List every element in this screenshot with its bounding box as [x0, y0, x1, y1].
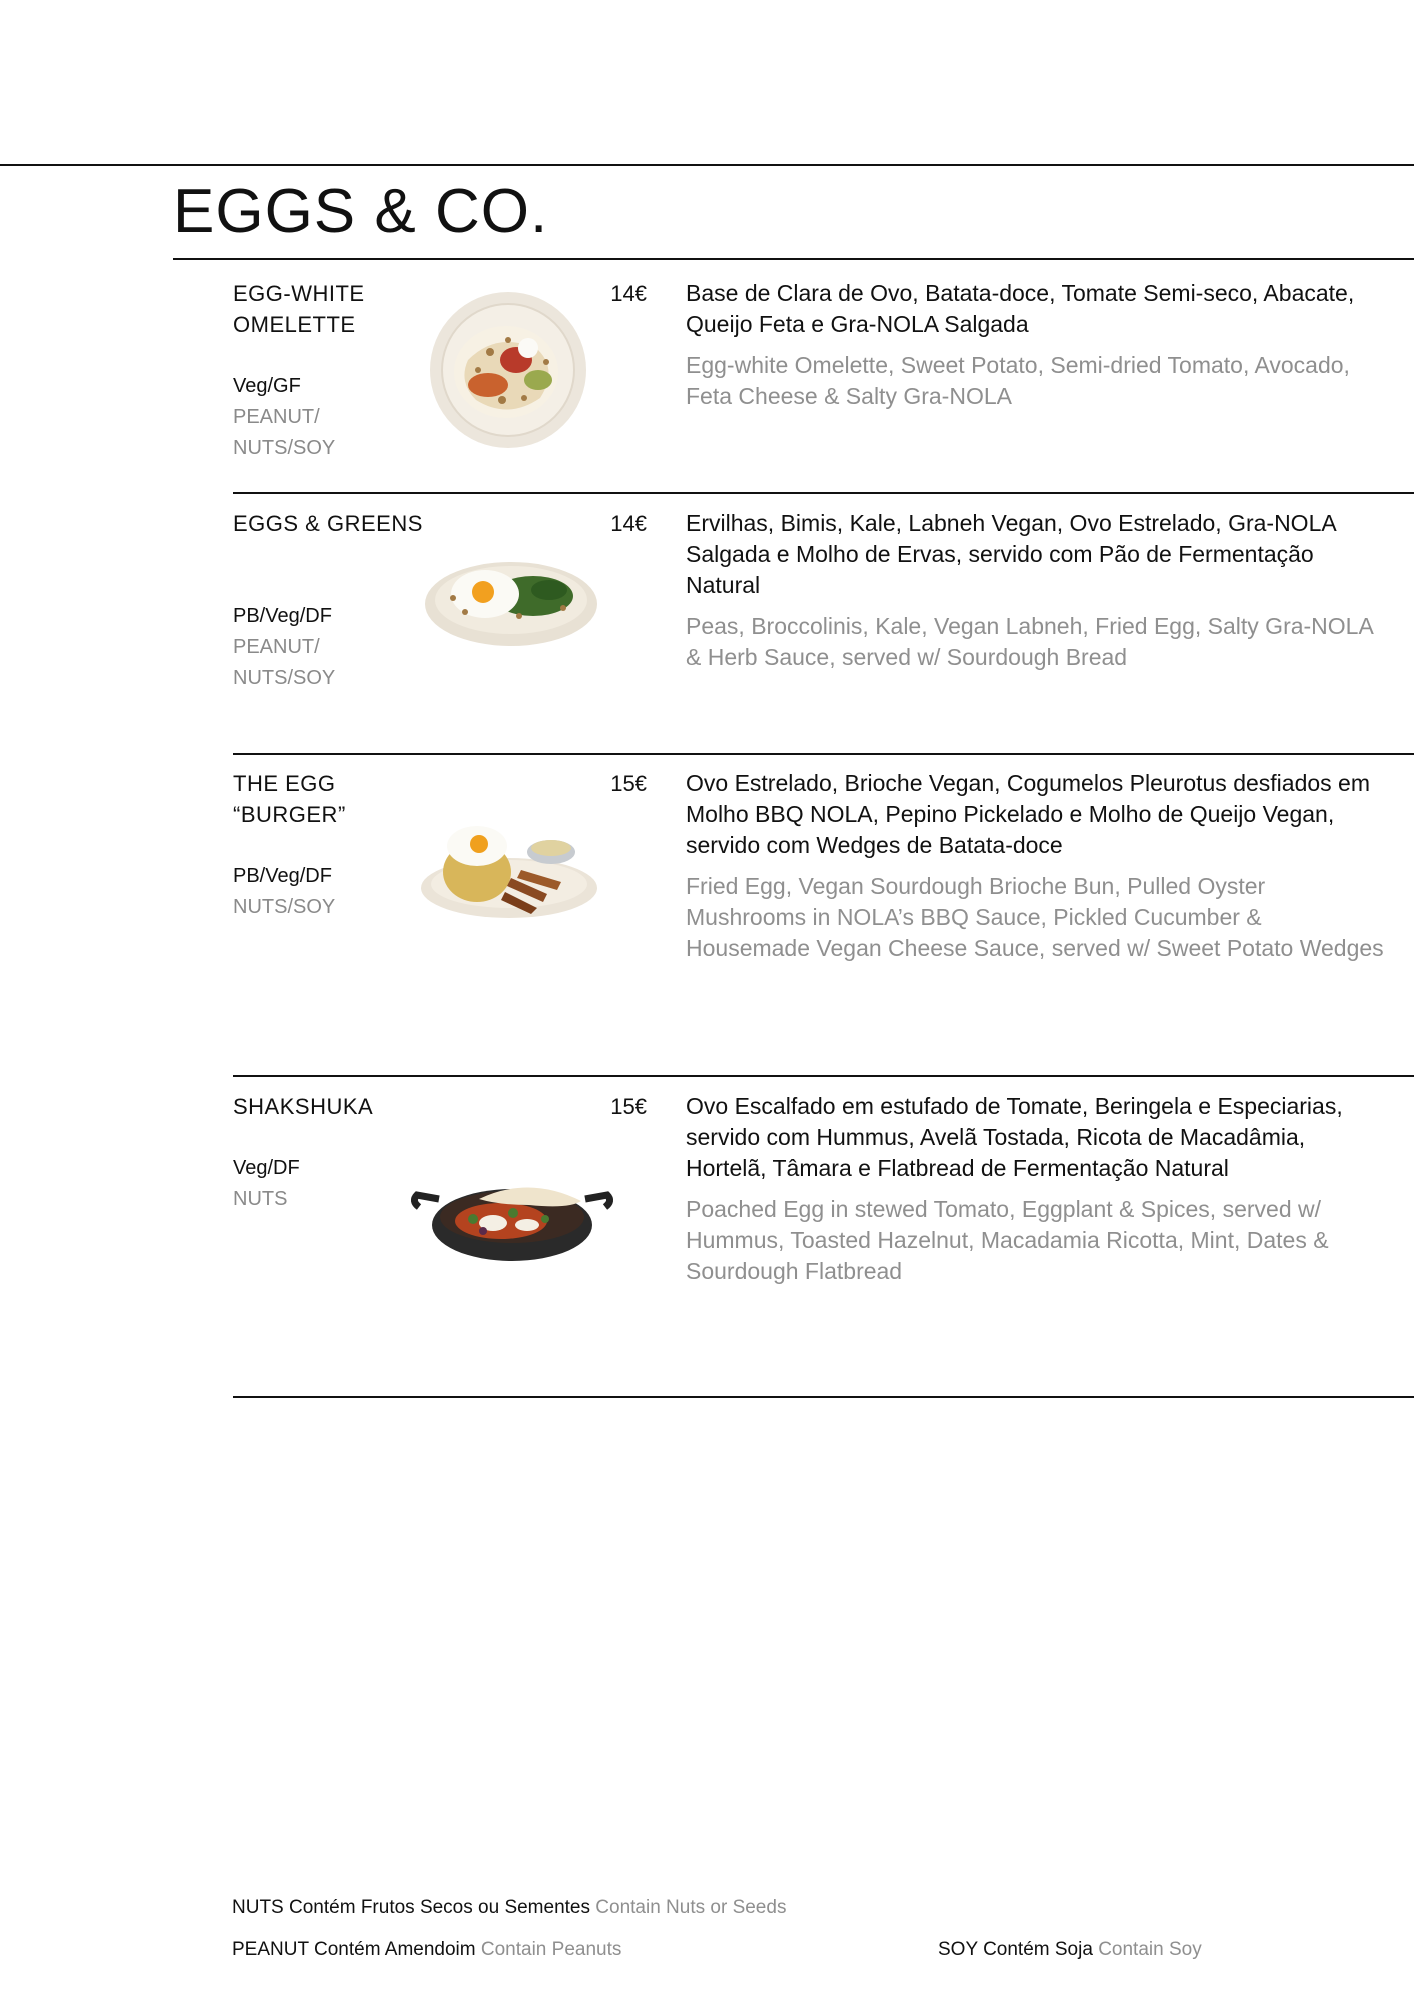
description-pt: Ervilhas, Bimis, Kale, Labneh Vegan, Ovo Estrelado, Gra-NOLA Salgada e Molho de Ervas, servido com Pão de Fermentação Natural [686, 510, 1336, 598]
omelette-plate-photo [428, 290, 588, 450]
allergen-label: PEANUT/ [233, 406, 320, 428]
item-separator [233, 1075, 1414, 1077]
diet-label: PB/Veg/DF [233, 605, 332, 627]
eggs-greens-bowl-photo [423, 550, 599, 650]
item-tags [233, 861, 383, 923]
allergen-label: NUTS [233, 1188, 288, 1210]
item-tags [233, 601, 383, 694]
legend-en: Contain Nuts or Seeds [595, 1897, 787, 1918]
legend-pt: Contém Amendoim [314, 1939, 476, 1960]
shakshuka-skillet-photo [409, 1169, 615, 1269]
description-pt: Ovo Estrelado, Brioche Vegan, Cogumelos Pleurotus desfiados em Molho BBQ NOLA, Pepino Pickelado e Molho de Queijo Vegan, servido com Wedges de Batata-doce [686, 770, 1370, 858]
legend-peanut [232, 1939, 621, 1961]
item-name: THE EGG “BURGER” [233, 771, 346, 827]
description-en: Egg-white Omelette, Sweet Potato, Semi-dried Tomato, Avocado, Feta Cheese & Salty Gra-NOLA [686, 352, 1350, 409]
item-separator [233, 753, 1414, 755]
menu-item-egg-white-omelette [233, 278, 1414, 468]
menu-item-shakshuka [233, 1091, 1414, 1351]
item-price: 15€ [610, 1094, 647, 1119]
item-price: 14€ [610, 281, 647, 306]
legend-pt: Contém Soja [983, 1939, 1093, 1960]
top-rule [0, 164, 1414, 166]
item-tags [233, 1153, 383, 1215]
description-en: Peas, Broccolinis, Kale, Vegan Labneh, Fried Egg, Salty Gra-NOLA & Herb Sauce, served w/ Sourdough Bread [686, 613, 1373, 670]
item-price: 15€ [610, 771, 647, 796]
item-name: SHAKSHUKA [233, 1094, 374, 1119]
legend-code: PEANUT [232, 1939, 309, 1960]
legend-nuts [232, 1897, 786, 1919]
item-separator [233, 1396, 1414, 1398]
diet-label: Veg/DF [233, 1157, 300, 1179]
legend-en: Contain Peanuts [480, 1939, 622, 1960]
legend-soy [938, 1939, 1202, 1961]
allergen-label: NUTS/SOY [233, 896, 336, 918]
item-separator [233, 492, 1414, 494]
allergen-label: NUTS/SOY [233, 667, 336, 689]
menu-item-egg-burger [233, 768, 1414, 1028]
item-name: EGG-WHITE OMELETTE [233, 281, 365, 337]
description-en: Poached Egg in stewed Tomato, Eggplant & Spices, served w/ Hummus, Toasted Hazelnut, Macadamia Ricotta, Mint, Dates & Sourdough Flatbread [686, 1196, 1329, 1284]
title-rule [173, 258, 1414, 260]
allergen-label: NUTS/SOY [233, 437, 336, 459]
description-pt: Ovo Escalfado em estufado de Tomate, Beringela e Especiarias, servido com Hummus, Avelã Tostada, Ricota de Macadâmia, Hortelã, Tâmara e Flatbread de Fermentação Natural [686, 1093, 1343, 1181]
item-description [686, 1091, 1386, 1287]
legend-code: SOY [938, 1939, 978, 1960]
diet-label: Veg/GF [233, 375, 301, 397]
item-price: 14€ [610, 511, 647, 536]
description-pt: Base de Clara de Ovo, Batata-doce, Tomate Semi-seco, Abacate, Queijo Feta e Gra-NOLA Salgada [686, 280, 1355, 337]
legend-en: Contain Soy [1098, 1939, 1202, 1960]
allergen-label: PEANUT/ [233, 636, 320, 658]
item-name: EGGS & GREENS [233, 511, 423, 536]
item-description [686, 768, 1386, 964]
legend-code: NUTS [232, 1897, 284, 1918]
item-description [686, 508, 1386, 673]
description-en: Fried Egg, Vegan Sourdough Brioche Bun, Pulled Oyster Mushrooms in NOLA’s BBQ Sauce, Pickled Cucumber & Housemade Vegan Cheese Sauce, served w/ Sweet Potato Wedges [686, 873, 1384, 961]
item-tags [233, 371, 383, 464]
section-title: EGGS & CO. [173, 177, 549, 246]
menu-item-eggs-greens [233, 508, 1414, 718]
item-description [686, 278, 1386, 412]
legend-pt: Contém Frutos Secos ou Sementes [289, 1897, 590, 1918]
diet-label: PB/Veg/DF [233, 865, 332, 887]
egg-burger-plate-photo [419, 816, 599, 922]
